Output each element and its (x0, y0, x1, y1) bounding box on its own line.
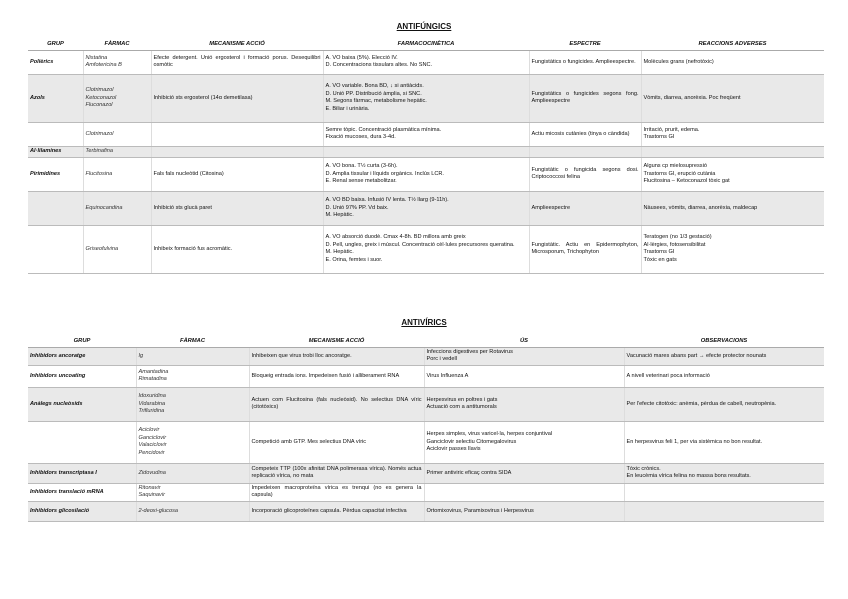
group-cell: Polièrics (28, 50, 83, 74)
pk-line: E. Renal sense metabolitzar. (325, 178, 397, 185)
pk-line: A. VO BD baixa. Infusió IV lenta. T½ llarg (9-11h). (325, 196, 449, 203)
use-cell (424, 347, 624, 365)
use-line: Actuació com a antitumorals (426, 404, 497, 411)
group-cell: Inhibidors glicosilació (28, 502, 136, 522)
spectrum-cell: Fungistàtic o fungicida segons dosi. Criptococcosi felina (529, 157, 641, 191)
observation-line: En leucèmia vírica felina no massa bons resultats. (626, 473, 751, 480)
use-cell (424, 365, 624, 387)
observation-line: Tòxic crònics. (626, 465, 661, 472)
column-header: ESPECTRE (529, 40, 641, 50)
drug-cell (83, 74, 151, 122)
adverse-cell (641, 50, 824, 74)
pk-line: D. Amplia tissular i líquids orgànics. Inclús LCR. (325, 170, 444, 177)
adverse-line: Teratogen (no 1/3 gestació) (643, 234, 712, 241)
table-row (28, 225, 824, 273)
mechanism-cell: Inhibició sts glucà paret (151, 191, 323, 225)
observations-cell (624, 502, 824, 522)
mechanism-cell: Competició amb GTP. Mes selectius DNA víric (249, 421, 424, 463)
spectrum-cell: Amplieespectre (529, 191, 641, 225)
adverse-line: Trastorns GI (643, 134, 675, 141)
drug-name: Amfotericina B (85, 62, 122, 69)
drug-cell (83, 191, 151, 225)
column-header: MECANISME ACCIÓ (151, 40, 323, 50)
use-line: Primer antiviric eficaç contra SIDA (426, 469, 512, 476)
adverse-line: Nàusees, vòmits, diarrea, anorèxia, maldecap (643, 204, 758, 211)
drug-name: Ig (138, 352, 144, 359)
mechanism-cell: Inhibició sts ergosterol (14α demetilasa) (151, 74, 323, 122)
pk-line: A. VO variable. Bona BD, ↓ si antiàcids. (325, 83, 424, 90)
drug-name: Amantadina (138, 368, 169, 375)
spectrum-cell (529, 146, 641, 157)
drug-name: Clotrimazol (85, 130, 114, 137)
observations-cell (624, 387, 824, 421)
adverse-line: Irritació, prurit, edema. (643, 126, 700, 133)
use-cell (424, 483, 624, 501)
table-row (28, 421, 824, 463)
pharmacokinetics-cell (323, 191, 529, 225)
adverse-line: Trastorns GI (643, 249, 675, 256)
pk-line: Fixació mucoses, dura 3-4d. (325, 134, 396, 141)
group-cell: Inhibidors uncoating (28, 365, 136, 387)
use-line: Infeccions digestives per Rotavirus (426, 348, 513, 355)
group-cell (28, 421, 136, 463)
drug-name: Saquinavir (138, 492, 165, 499)
drug-cell (136, 502, 249, 522)
use-line: Ganciclovir selectiu Citomegalovirus (426, 438, 517, 445)
drug-name: Clotrimazol (85, 86, 114, 93)
use-line: Herpesvirus en poltres i gats (426, 396, 498, 403)
mechanism-cell: Efecte detergent. Unió ergosterol i formació porus. Desequilibri osmòtic (151, 50, 323, 74)
pk-line: D. Pell, ungles, greix i múscul. Concentració cèl·lules precursores queratina. (325, 241, 515, 248)
group-cell: Anàlegs nucleòsids (28, 387, 136, 421)
group-cell: Inhibidors transcriptasa I (28, 463, 136, 483)
pk-line: E. Orina, femtes i suor. (325, 256, 383, 263)
pk-line: M. Segons fàrmac, metabolisme hepàtic. (325, 98, 427, 105)
adverse-cell (641, 122, 824, 146)
use-cell (424, 421, 624, 463)
use-line: Ortomixovirus, Paramixovirus i Herpesvirus (426, 507, 534, 514)
adverse-line: Molècules grans (nefrotòxic) (643, 58, 714, 65)
drug-name: Terbinafina (85, 148, 113, 155)
column-header: GRUP (28, 337, 136, 347)
adverse-cell (641, 146, 824, 157)
table-row (28, 347, 824, 365)
observations-cell (624, 463, 824, 483)
pk-line: D. Unió 97% PP. Vd baix. (325, 204, 389, 211)
mechanism-cell (151, 122, 323, 146)
drug-name: Zidovudina (138, 469, 166, 476)
mechanism-cell: Inhibeixen que virus trobi lloc ancoratge. (249, 347, 424, 365)
adverse-line: Flucitosina – Ketoconazol tòxic gat (643, 178, 730, 185)
group-cell (28, 122, 83, 146)
mechanism-cell: Bloqueig entrada ions. Impedeixen fusió i alliberament RNA (249, 365, 424, 387)
spectrum-cell: Actiu micosis cutànies (tinya o càndida) (529, 122, 641, 146)
drug-name: Valaciclovir (138, 442, 167, 449)
column-header: REACCIONS ADVERSES (641, 40, 824, 50)
drug-cell (136, 347, 249, 365)
observations-cell (624, 421, 824, 463)
adverse-cell (641, 157, 824, 191)
drug-name: 2-deoxi-glucosa (138, 507, 178, 514)
adverse-line: Al·lèrgies, fotosensibilitat (643, 241, 706, 248)
drug-name: Vidarabina (138, 400, 166, 407)
column-header: ÚS (424, 337, 624, 347)
pk-line: M. Hepàtic. (325, 212, 354, 219)
observations-cell (624, 365, 824, 387)
drug-name: Rimatadina (138, 376, 167, 383)
drug-cell (136, 463, 249, 483)
mechanism-cell: Actuen com Flucitosina (fals nucleòsid). No selectius DNA víric (citotòxics) (249, 387, 424, 421)
drug-name: Fluconazol (85, 102, 113, 109)
drug-name: Equinocandina (85, 204, 123, 211)
drug-cell (83, 157, 151, 191)
adverse-cell (641, 191, 824, 225)
pharmacokinetics-cell (323, 74, 529, 122)
use-line: Porc i vedell (426, 356, 457, 363)
antivirics-table (28, 337, 824, 522)
mechanism-cell: Inhibeix formació fus acromàtic. (151, 225, 323, 273)
antifungics-title: ANTIFÚNGICS (396, 22, 452, 31)
table-row (28, 74, 824, 122)
pk-line: M. Hepàtic. (325, 249, 354, 256)
drug-name: Flucitosina (85, 170, 113, 177)
column-header: GRUP (28, 40, 83, 50)
use-cell (424, 387, 624, 421)
table-row (28, 365, 824, 387)
column-header: OBSERVACIONS (624, 337, 824, 347)
use-line: Virus Influenza A (426, 372, 469, 379)
pharmacokinetics-cell (323, 225, 529, 273)
pk-line: E. Biliar i urinària. (325, 105, 370, 112)
drug-name: Ritonavir (138, 484, 161, 491)
drug-name: Aciclovir (138, 427, 160, 434)
group-cell: Inhibidors ancoratge (28, 347, 136, 365)
mechanism-cell: Incorporació glicoproteïnes capsula. Pèrdua capacitat infectiva (249, 502, 424, 522)
drug-name: Pencidovir (138, 449, 165, 456)
table-row (28, 483, 824, 501)
table-row (28, 50, 824, 74)
mechanism-cell (151, 146, 323, 157)
group-cell (28, 191, 83, 225)
drug-cell (83, 225, 151, 273)
drug-name: Nistatina (85, 54, 108, 61)
group-cell: Inhibidors translació mRNA (28, 483, 136, 501)
table-row (28, 387, 824, 421)
adverse-line: Vòmits, diarrea, anorèxia. Poc freqüent (643, 94, 741, 101)
pharmacokinetics-cell (323, 146, 529, 157)
mechanism-cell: Impedeixen macroproteïna vírica es trenqui (no es genera la capsula) (249, 483, 424, 501)
pharmacokinetics-cell (323, 50, 529, 74)
observations-cell (624, 483, 824, 501)
drug-cell (136, 421, 249, 463)
observation-line: Vacunació mares abans part → efecte protector nounats (626, 352, 767, 359)
table-row (28, 463, 824, 483)
adverse-line: Tòxic en gats (643, 256, 677, 263)
use-line: Aciclovir passes llavis (426, 446, 481, 453)
use-line: Herpes simples, virus varicel·la, herpes conjuntival (426, 431, 553, 438)
drug-cell (83, 50, 151, 74)
observations-cell (624, 347, 824, 365)
pk-line: D. Concentracions tissulars altes. No SNC. (325, 62, 433, 69)
table-row (28, 191, 824, 225)
drug-cell (136, 483, 249, 501)
pharmacokinetics-cell (323, 157, 529, 191)
use-cell (424, 502, 624, 522)
adverse-cell (641, 74, 824, 122)
table-row (28, 502, 824, 522)
group-cell: Azols (28, 74, 83, 122)
drug-cell (83, 122, 151, 146)
column-header: FÀRMAC (136, 337, 249, 347)
drug-cell (136, 387, 249, 421)
drug-name: Ganciclovir (138, 434, 167, 441)
group-cell: Al·lilamines (28, 146, 83, 157)
pharmacokinetics-cell (323, 122, 529, 146)
drug-name: Idoxuridina (138, 393, 166, 400)
table-row (28, 157, 824, 191)
drug-cell (136, 365, 249, 387)
column-header: MECANISME ACCIÓ (249, 337, 424, 347)
group-cell (28, 225, 83, 273)
spectrum-cell: Fungistàtics o fungicides segons fong. Amplieespectre (529, 74, 641, 122)
pk-line: D. Unió PP. Distribució àmplia, si SNC. (325, 90, 422, 97)
antifungics-table (28, 40, 824, 274)
table-row (28, 146, 824, 157)
pk-line: A. VO absorció duodè. Cmax 4-8h. BD millora amb greix (325, 234, 466, 241)
antivirics-title: ANTIVÍRICS (401, 318, 447, 327)
spectrum-cell: Fungistàtics o fungicides. Amplieespectre. (529, 50, 641, 74)
pk-line: A. VO baixa (5%). Elecció IV. (325, 54, 398, 61)
table-row (28, 122, 824, 146)
adverse-line: Alguns cp mielosupressió (643, 162, 707, 169)
drug-name: Ketoconazol (85, 94, 117, 101)
mechanism-cell: Fals fals nucleòtid (Citosina) (151, 157, 323, 191)
adverse-line: Trastorns GI, erupció cutània (643, 170, 716, 177)
observation-line: A nivell veterinari poca informació (626, 372, 710, 379)
spectrum-cell: Fungistàtic. Actiu en Epidermophyton, Microsporum, Trichophyton (529, 225, 641, 273)
adverse-cell (641, 225, 824, 273)
mechanism-cell: Competeix TTP (100x afinitat DNA polimerasa vírica). Només actua replicació vírica, no mata (249, 463, 424, 483)
pk-line: A. VO bona. T½ curta (3-6h). (325, 162, 398, 169)
drug-name: Griseofulvina (85, 245, 119, 252)
drug-cell (83, 146, 151, 157)
group-cell: Pirimidines (28, 157, 83, 191)
column-header: FÀRMAC (83, 40, 151, 50)
use-cell (424, 463, 624, 483)
observation-line: En herpesvirus feli 1, per via sistèmica no bon resultat. (626, 438, 763, 445)
observation-line: Per l'efecte citotòxic: anèmia, pèrdua de cabell, neutropènia. (626, 400, 777, 407)
column-header: FARMACOCINÈTICA (323, 40, 529, 50)
pk-line: Semre tòpic. Concentració plasmàtica mínima. (325, 126, 442, 133)
drug-name: Trifluridina (138, 408, 165, 415)
